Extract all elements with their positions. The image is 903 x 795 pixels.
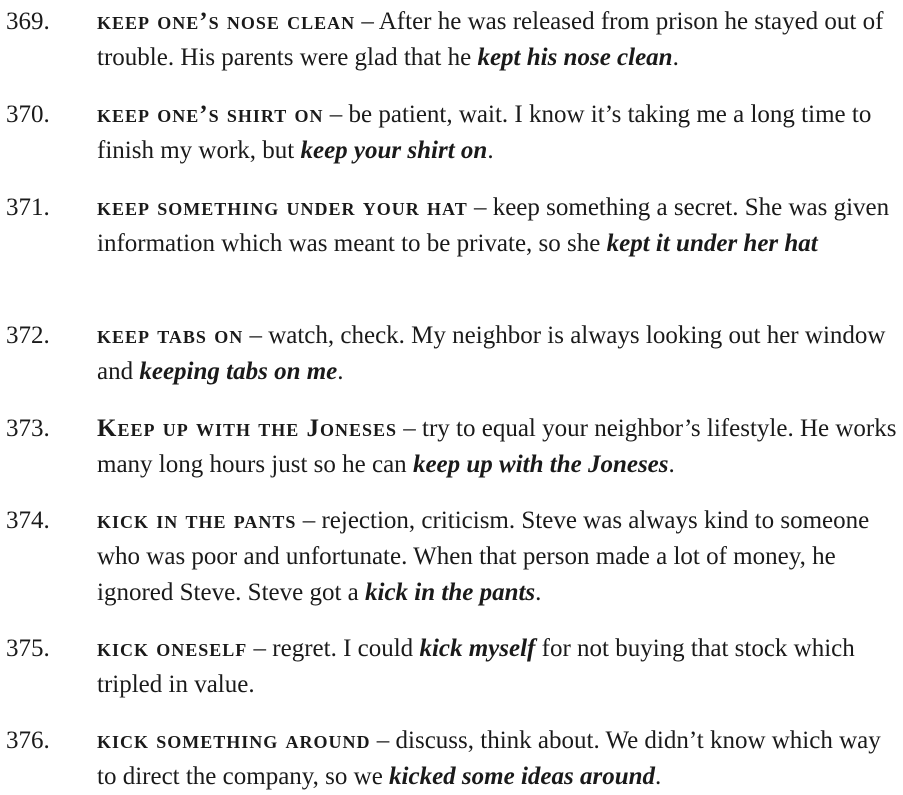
entry-text <box>97 190 897 262</box>
entry-term: keep one’s shirt on <box>97 101 324 128</box>
entry-number: 370. <box>6 101 50 128</box>
entry-number: 376. <box>6 727 50 754</box>
entry-example: keeping tabs on me <box>139 358 338 385</box>
entry-tail: . <box>337 358 344 385</box>
entry-term: keep tabs on <box>97 322 244 349</box>
entry-tail: for not buying that stock which tripled in value. <box>97 635 855 698</box>
entry-text <box>97 318 897 390</box>
entry-term: kick oneself <box>97 635 248 662</box>
entry-definition: – watch, check. My neighbor is always looking out her window and <box>97 322 886 385</box>
entry-definition: – be patient, wait. I know it’s taking me a long time to finish my work, but <box>97 101 872 164</box>
entry-example: kick in the pants <box>365 579 536 606</box>
entry-term: keep something under your hat <box>97 194 468 221</box>
entry-example: keep up with the Joneses <box>412 451 669 478</box>
entry-definition: – try to equal your neighbor’s lifestyle. He works many long hours just so he can <box>97 415 897 478</box>
entry-number: 371. <box>6 194 50 221</box>
entry-number: 369. <box>6 8 50 35</box>
entry-term: kick something around <box>97 727 371 754</box>
entry-definition: – regret. I could <box>247 635 420 662</box>
entry-tail: . <box>668 451 675 478</box>
entry-term: kick in the pants <box>97 507 297 534</box>
entry-example: kept his nose clean <box>477 44 673 71</box>
entry-number: 373. <box>6 415 50 442</box>
entry-text <box>97 411 897 483</box>
entry-definition: – discuss, think about. We didn’t know which way to direct the company, so we <box>97 727 881 790</box>
entry-term: Keep up with the Joneses <box>97 415 398 442</box>
entry-definition: – rejection, criticism. Steve was always kind to someone who was poor and unfortunate. When that person made a lot of money, he ignored Steve. Steve got a <box>97 507 870 606</box>
entry-definition: – After he was released from prison he stayed out of trouble. His parents were glad that he <box>97 8 884 71</box>
entry-example: kick myself <box>419 635 536 662</box>
entry-number: 374. <box>6 507 50 534</box>
entry-text <box>97 503 897 611</box>
entry-example: keep your shirt on <box>300 137 488 164</box>
entry-term: keep one’s nose clean <box>97 8 356 35</box>
entry-tail: . <box>487 137 494 164</box>
entry-example: kept it under her hat <box>606 230 818 257</box>
entry-text <box>97 631 897 703</box>
entry-definition: – keep something a secret. She was given information which was meant to be private, so she <box>97 194 890 257</box>
entry-number: 375. <box>6 635 50 662</box>
entry-tail: . <box>672 44 679 71</box>
entry-example: kicked some ideas around <box>389 763 656 790</box>
entry-tail: . <box>535 579 542 606</box>
entry-text <box>97 4 897 76</box>
entry-tail: . <box>655 763 662 790</box>
entry-text <box>97 97 897 169</box>
entry-text <box>97 723 897 795</box>
entry-number: 372. <box>6 322 50 349</box>
